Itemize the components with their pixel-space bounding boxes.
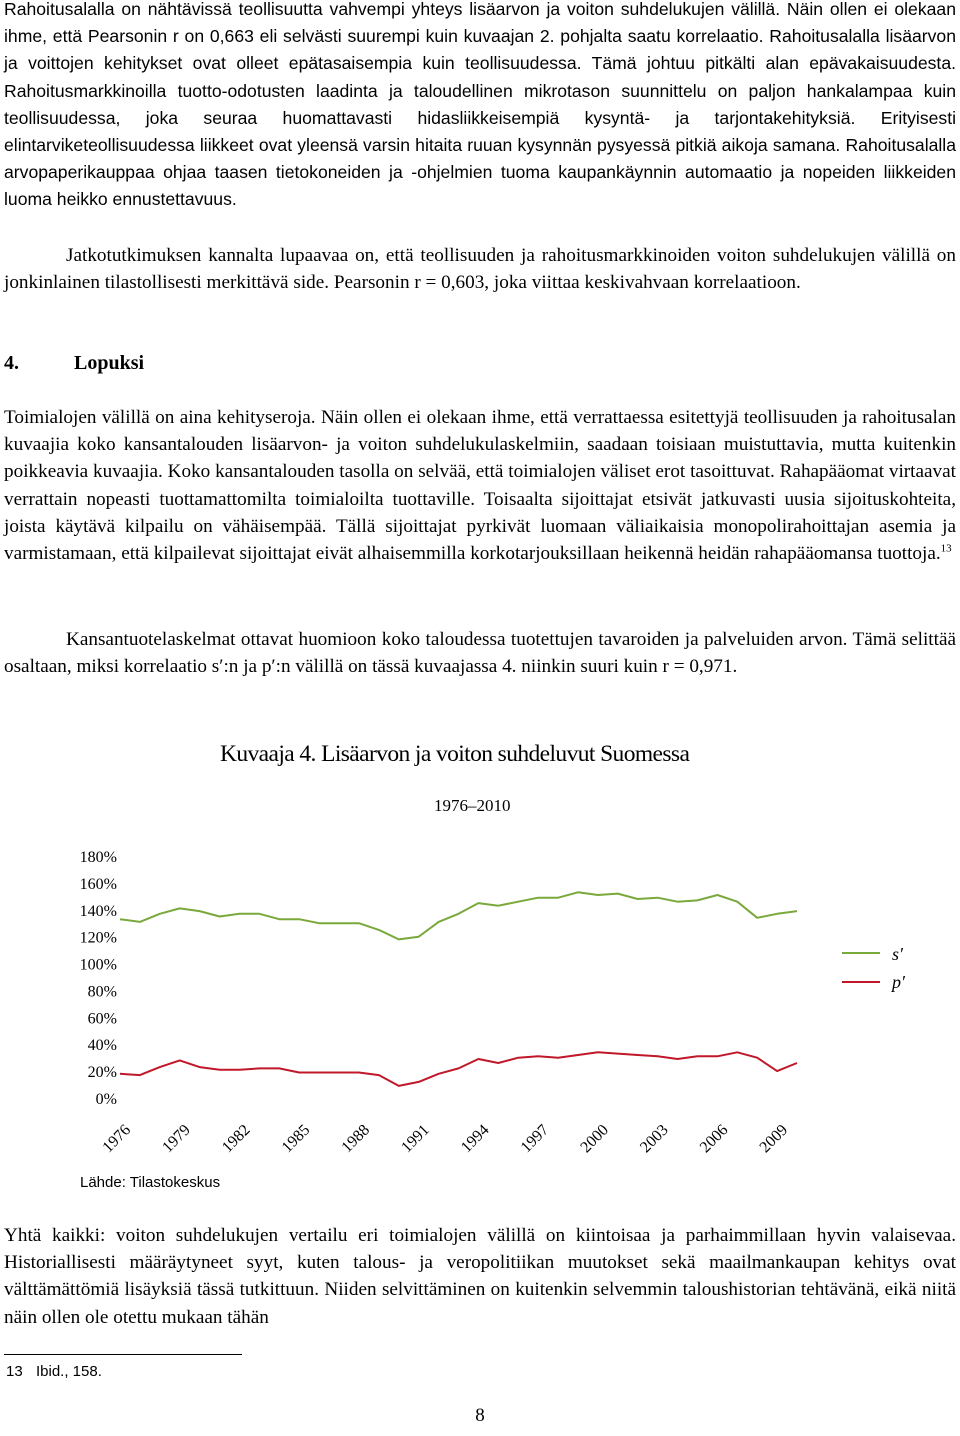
x-tick-label: 1988: [338, 1121, 374, 1157]
y-tick-label: 0%: [95, 1091, 117, 1108]
y-tick-label: 100%: [79, 956, 117, 974]
x-tick-label: 1997: [517, 1121, 553, 1157]
figure-source: Lähde: Tilastokeskus: [80, 1174, 221, 1191]
y-tick-label: 20%: [87, 1064, 117, 1082]
section-title: Lopuksi: [74, 352, 145, 374]
y-tick-label: 80%: [87, 983, 117, 1001]
footnote-number: 13: [6, 1363, 23, 1380]
y-tick-label: 160%: [79, 875, 117, 893]
figure-title: Kuvaaja 4. Lisäarvon ja voiton suhdeluvut Suomessa: [220, 741, 690, 767]
x-tick-label: 2006: [696, 1121, 732, 1157]
section-heading: [4, 352, 144, 375]
paragraph-national-accounts: Kansantuotelaskelmat ottavat huomioon koko taloudessa tuotettujen tavaroiden ja palveluiden arvon. Tämä selittää osaltaan, miksi korrelaatio s′:n ja p′:n välillä on tässä kuvaajassa 4. niinkin suuri kuin r = 0,971.: [4, 629, 956, 678]
x-tick-label: 1985: [278, 1121, 314, 1157]
footnote-separator: [4, 1354, 242, 1355]
section-number: 4.: [4, 352, 19, 374]
x-tick-label: 1982: [218, 1121, 254, 1157]
line-chart: [0, 830, 960, 1170]
x-tick-label: 2009: [756, 1121, 792, 1157]
x-tick-label: 2003: [637, 1121, 672, 1157]
legend-label-s: s′: [892, 944, 903, 964]
y-tick-label: 180%: [79, 849, 117, 866]
figure-subtitle: 1976–2010: [434, 796, 511, 815]
page-number: 8: [475, 1405, 485, 1426]
x-tick-label: 2000: [577, 1121, 613, 1157]
y-tick-label: 40%: [87, 1037, 117, 1055]
x-tick-label: 1994: [457, 1121, 493, 1157]
legend-label-p: p′: [892, 972, 905, 992]
paragraph-further-research: Jatkotutkimuksen kannalta lupaavaa on, että teollisuuden ja rahoitusmarkkinoiden voiton suhdelukujen välillä on jonkinlainen tilastollisesti merkittävä side. Pearsonin r = 0,603, joka viittaa keskivahvaan korrelaatioon.: [4, 245, 956, 294]
x-tick-label: 1979: [159, 1121, 194, 1157]
paragraph-industry-differences-text: Toimialojen välillä on aina kehityseroja. Näin ollen ei olekaan ihme, että verrattaessa esitettyjä teollisuuden ja rahoitusalan kuvaajia koko kansantalouden lisäarvon- ja voiton suhdelukulaskelmiin, saadaan toisiaan muistuttavia, mutta kuitenkin poikkeavia kuvaajia. Koko kansantalouden tasolla on selvää, että toimialojen väliset erot tasoittuvat. Rahapääomat virtaavat verrattain nopeasti tuottamattomilta toimialoilta tuottaville. Toisaalta sijoittajat etsivät jatkuvasti uusia sijoituskohteita, joista käytävä kilpailu on vähäisempää. Tällä sijoittajat pyrkivät luomaan väliaikaisia monopolirahoittajan asemia ja varmistamaan, että kilpailevat sijoittajat eivät alhaisemmilla korkotarjouksillaan heikennä heidän rahapääomansa tuottoja.: [4, 407, 956, 565]
x-tick-label: 1976: [99, 1121, 135, 1157]
series-line-s: [120, 892, 797, 939]
paragraph-financial-sector: Rahoitusalalla on nähtävissä teollisuutta vahvempi yhteys lisäarvon ja voiton suhdelukujen välillä. Näin ollen ei olekaan ihme, että Pearsonin r on 0,663 eli selvästi suurempi kuin kuvaajan 2. pohjalta saatu korrelaatio. Rahoitusalalla lisäarvon ja voittojen kehitykset ovat olleet epätasaisempia kuin teollisuudessa. Tämä johtuu pitkälti alan epävakaisuudesta. Rahoitusmarkkinoilla tuotto-odotusten laadinta ja taloudellinen mikrotason suunnittelu on paljon hankalampaa kuin teollisuudessa, joka seuraa huomattavasti hidasliikkeisempiä kysyntä- ja tarjontakehityksiä. Erityisesti elintarviketeollisuudessa liikkeet ovat yleensä varsin hitaita ruuan kysynnän pysyessä pitkiä aikoja samana. Rahoitusalalla arvopaperikauppaa ohjaa taasen tietokoneiden ja -ohjelmien tuoma kaupankäynnin automaatio ja nopeiden liikkeiden luoma heikko ennustettavuus.: [4, 0, 956, 210]
y-tick-label: 60%: [87, 1010, 117, 1028]
y-tick-label: 140%: [79, 902, 117, 920]
footnote-reference: 13: [940, 542, 952, 555]
paragraph-conclusion: Yhtä kaikki: voiton suhdelukujen vertailu eri toimialojen välillä on kiintoisaa ja parhaimmillaan hyvin valaisevaa. Historiallisesti määräytyneet syyt, kuten talous- ja veropolitiikan muutokset sekä maailmankaupan kehitys ovat välttämättömiä lisäyksiä tässä tutkittuun. Niiden selvittäminen on kuitenkin selvemmin taloushistorian tehtävänä, eikä niitä näin ollen ole otettu mukaan tähän: [4, 1225, 956, 1328]
x-tick-label: 1991: [398, 1121, 433, 1157]
footnote: [6, 1363, 102, 1380]
paragraph-industry-differences: [4, 404, 956, 567]
footnote-text: Ibid., 158.: [36, 1363, 102, 1380]
y-tick-label: 120%: [79, 929, 117, 947]
series-line-p: [120, 1052, 797, 1086]
